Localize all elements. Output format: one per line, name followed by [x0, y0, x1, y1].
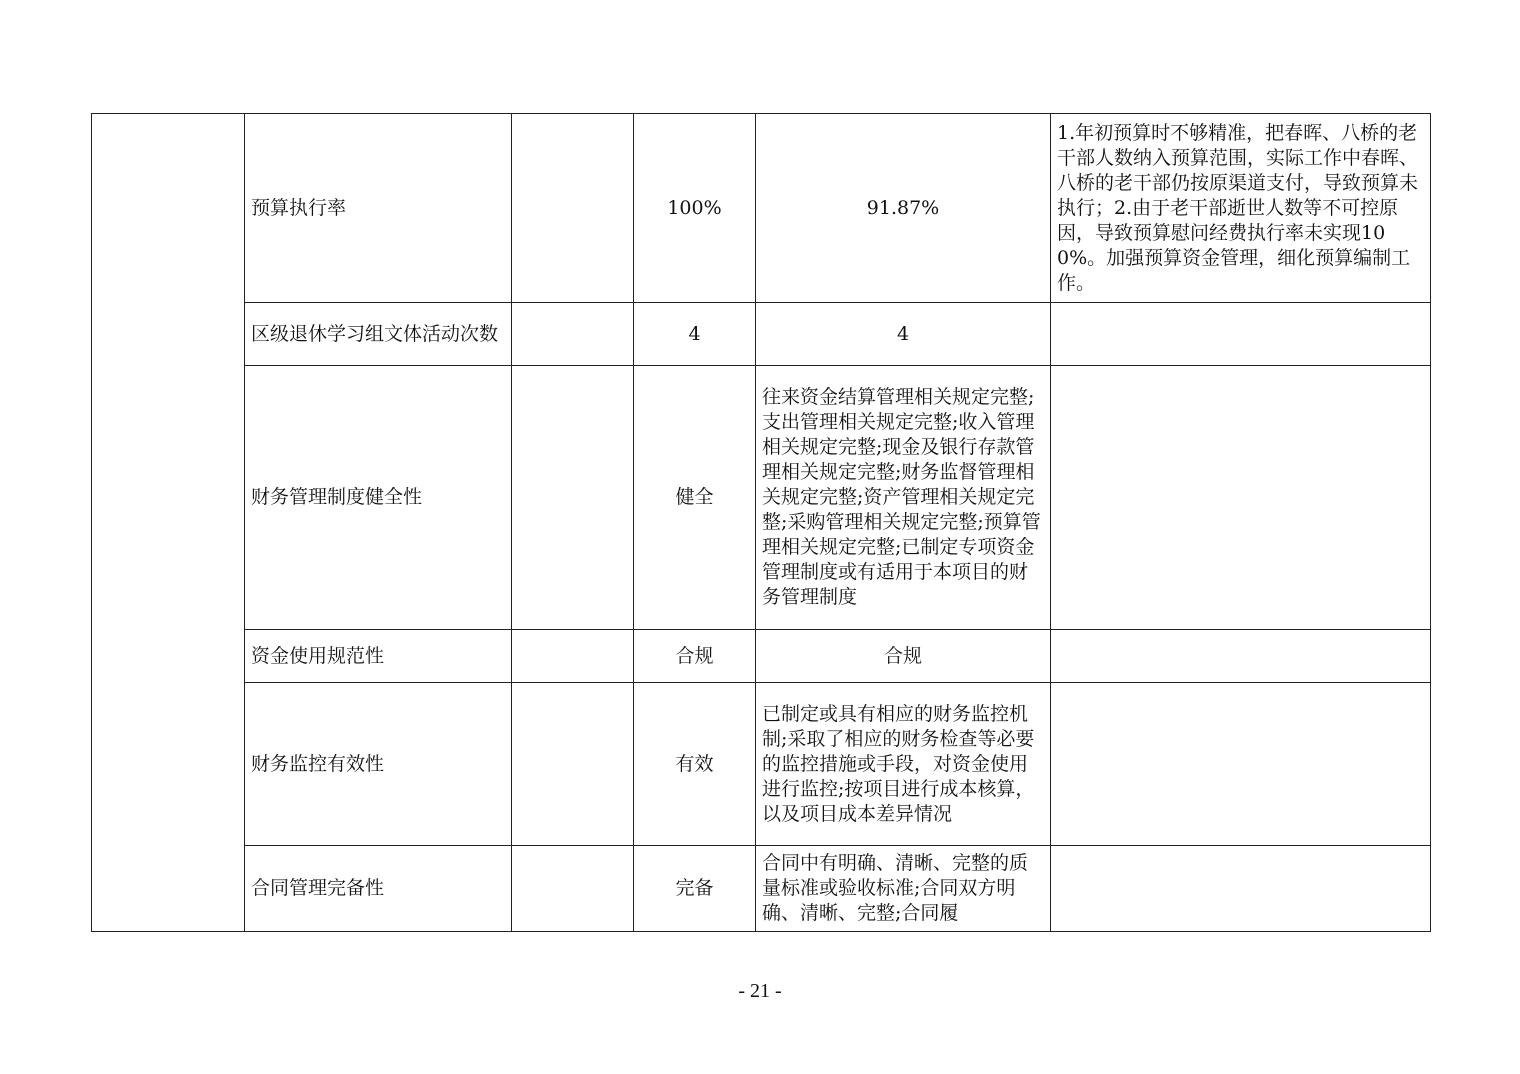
blank-cell	[512, 683, 634, 846]
table-row	[92, 683, 1431, 846]
annual-target-cell: 健全	[634, 366, 756, 630]
annual-target-cell: 完备	[634, 846, 756, 932]
actual-value-cell: 合同中有明确、清晰、完整的质量标准或验收标准;合同双方明确、清晰、完整;合同履	[756, 846, 1051, 932]
annual-target-cell: 4	[634, 303, 756, 366]
page-number: - 21 -	[738, 980, 782, 1002]
actual-value-cell: 往来资金结算管理相关规定完整;支出管理相关规定完整;收入管理相关规定完整;现金及银行存款管理相关规定完整;财务监督管理相关规定完整;资产管理相关规定完整;采购管理相关规定完整;预算管理相关规定完整;已制定专项资金管理制度或有适用于本项目的财务管理制度	[756, 366, 1051, 630]
indicator-cell: 区级退休学习组文体活动次数	[245, 303, 512, 366]
actual-value-cell: 合规	[756, 630, 1051, 683]
annual-target-cell: 有效	[634, 683, 756, 846]
annual-target-cell: 100%	[634, 114, 756, 303]
actual-value-cell: 91.87%	[756, 114, 1051, 303]
category-cell	[92, 114, 245, 932]
deviation-reason-cell: 1.年初预算时不够精准，把春晖、八桥的老干部人数纳入预算范围，实际工作中春晖、八桥的老干部仍按原渠道支付，导致预算未执行；2.由于老干部逝世人数等不可控原因，导致预算慰问经费执行率未实现100%。加强预算资金管理，细化预算编制工作。	[1051, 114, 1431, 303]
table-row	[92, 846, 1431, 932]
deviation-reason-cell	[1051, 630, 1431, 683]
actual-value-cell: 4	[756, 303, 1051, 366]
deviation-reason-cell	[1051, 303, 1431, 366]
table-row	[92, 366, 1431, 630]
blank-cell	[512, 630, 634, 683]
blank-cell	[512, 366, 634, 630]
annual-target-cell: 合规	[634, 630, 756, 683]
table-row	[92, 630, 1431, 683]
deviation-reason-cell	[1051, 683, 1431, 846]
indicator-cell: 财务管理制度健全性	[245, 366, 512, 630]
indicator-cell: 预算执行率	[245, 114, 512, 303]
indicator-cell: 资金使用规范性	[245, 630, 512, 683]
indicator-cell: 合同管理完备性	[245, 846, 512, 932]
table-row	[92, 303, 1431, 366]
blank-cell	[512, 114, 634, 303]
performance-table	[91, 113, 1431, 932]
table-row	[92, 114, 1431, 303]
blank-cell	[512, 846, 634, 932]
blank-cell	[512, 303, 634, 366]
deviation-reason-cell	[1051, 846, 1431, 932]
actual-value-cell: 已制定或具有相应的财务监控机制;采取了相应的财务检查等必要的监控措施或手段，对资金使用进行监控;按项目进行成本核算，以及项目成本差异情况	[756, 683, 1051, 846]
indicator-cell: 财务监控有效性	[245, 683, 512, 846]
deviation-reason-cell	[1051, 366, 1431, 630]
